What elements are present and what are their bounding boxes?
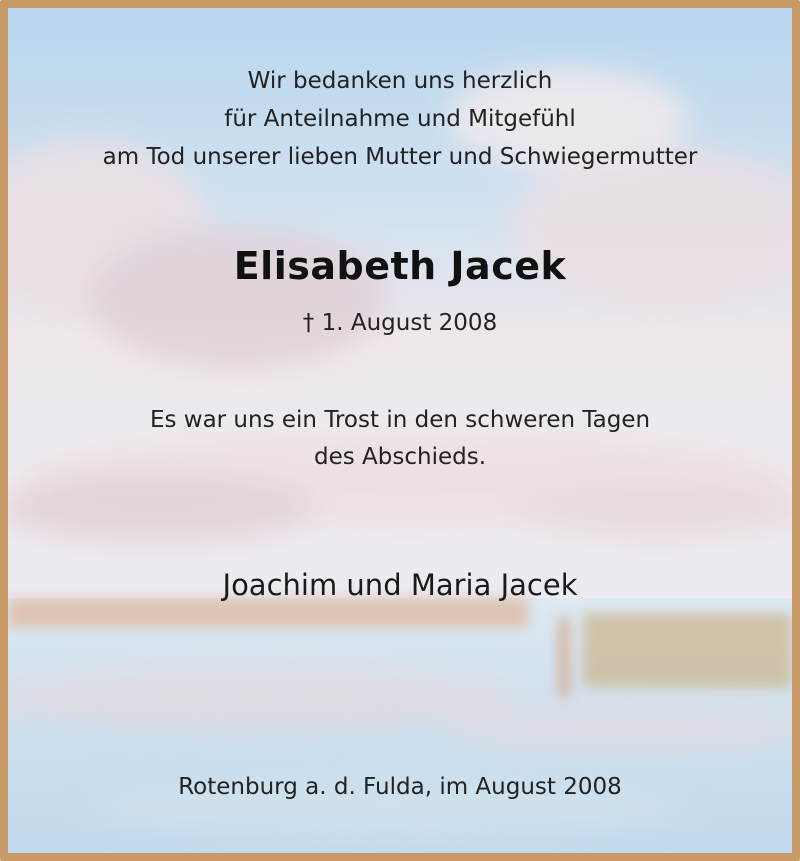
consolation-line-1: Es war uns ein Trost in den schweren Tagen: [149, 407, 651, 433]
consolation-text: [8, 402, 792, 476]
family-signature: Joachim und Maria Jacek: [222, 568, 578, 602]
deceased-name: Elisabeth Jacek: [233, 244, 567, 288]
thanks-line-3: am Tod unserer lieben Mutter und Schwiegermutter: [102, 144, 698, 170]
thanks-line-1: Wir bedanken uns herzlich: [247, 68, 553, 94]
thanks-line-2: für Anteilnahme und Mitgefühl: [224, 106, 576, 132]
death-date: † 1. August 2008: [302, 310, 498, 336]
thanks-text: [8, 62, 792, 176]
consolation-line-2: des Abschieds.: [313, 444, 487, 470]
place-and-date: Rotenburg a. d. Fulda, im August 2008: [178, 774, 622, 800]
